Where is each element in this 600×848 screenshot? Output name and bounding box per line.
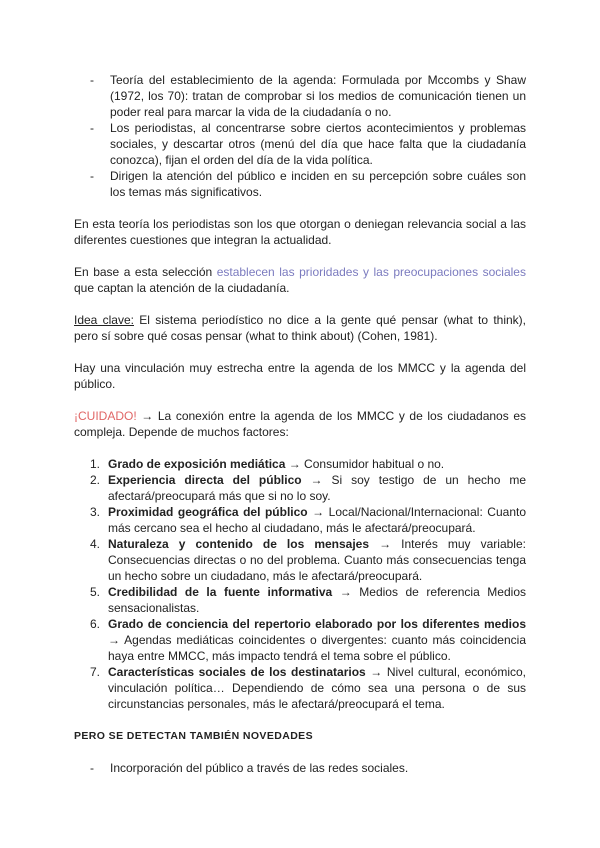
list-item <box>74 760 526 776</box>
paragraph-link: Hay una vinculación muy estrecha entre la agenda de los MMCC y la agenda del público. <box>74 361 526 391</box>
intro-list <box>74 72 526 200</box>
factor-item <box>74 456 526 472</box>
idea-clave-label: Idea clave: <box>74 313 134 327</box>
factor-number: 1. <box>90 457 101 471</box>
warning-text: → La conexión entre la agenda de los MMCC y de los ciudadanos es compleja. Depende de muchos factores: <box>74 409 526 439</box>
section-heading: PERO SE DETECTAN TAMBIÉN NOVEDADES <box>74 730 313 742</box>
factor-number: 6. <box>90 617 101 631</box>
list-item <box>74 72 526 120</box>
factor-number: 5. <box>90 585 101 599</box>
list-item-text: Incorporación del público a través de las redes sociales. <box>110 761 409 775</box>
paragraph-idea-clave <box>74 312 526 344</box>
factor-term: Grado de conciencia del repertorio elaborado por los diferentes medios <box>108 617 526 631</box>
paragraph-selection <box>74 264 526 296</box>
factor-item <box>74 664 526 712</box>
factor-term: Proximidad geográfica del público <box>108 505 308 519</box>
paragraph-warning <box>74 408 526 440</box>
list-item-text: Dirigen la atención del público e inciden en su percepción sobre cuáles son los temas más significativos. <box>110 169 526 199</box>
list-item <box>74 120 526 168</box>
factor-item <box>74 584 526 616</box>
factor-number: 3. <box>90 505 101 519</box>
factor-desc: → Interés muy variable: Consecuencias directas o no del problema. Cuanto más consecuencias tenga un hecho sobre un ciudadano, más le afectará/preocupará. <box>108 537 526 583</box>
list-item <box>74 168 526 200</box>
dash-marker: - <box>90 169 94 183</box>
selection-after: que captan la atención de la ciudadanía. <box>74 281 290 295</box>
idea-clave-text: El sistema periodístico no dice a la gente qué pensar (what to think), pero sí sobre qué cosas pensar (what to think about) (Cohen, 1981). <box>74 313 526 343</box>
factor-number: 2. <box>90 473 101 487</box>
paragraph-theory: En esta teoría los periodistas son los que otorgan o deniegan relevancia social a las diferentes cuestiones que integran la actualidad. <box>74 217 526 247</box>
factor-desc: → Nivel cultural, económico, vinculación política… Dependiendo de cómo sea una persona o de sus circunstancias personales, más le afectará/preocupará el tema. <box>108 665 526 711</box>
factor-desc: → Medios de referencia Medios sensacionalistas. <box>108 585 526 615</box>
factor-term: Grado de exposición mediática <box>108 457 286 471</box>
selection-highlight: establecen las prioridades y las preocupaciones sociales <box>216 265 526 279</box>
factor-term: Credibilidad de la fuente informativa <box>108 585 333 599</box>
factor-desc: → Consumidor habitual o no. <box>285 457 445 471</box>
selection-before: En base a esta selección <box>74 265 217 279</box>
factor-desc: → Agendas mediáticas coincidentes o divergentes: cuanto más coincidencia haya entre MMCC, más impacto tendrá el tema sobre el público. <box>108 633 526 663</box>
factor-term: Naturaleza y contenido de los mensajes <box>108 537 370 551</box>
warning-label: ¡CUIDADO! <box>74 409 137 423</box>
factors-list <box>74 456 526 712</box>
dash-marker: - <box>90 121 94 135</box>
factor-item <box>74 472 526 504</box>
factor-desc: → Si soy testigo de un hecho me afectará/preocupará más que si no lo soy. <box>108 473 526 503</box>
factor-item <box>74 504 526 536</box>
factor-item <box>74 536 526 584</box>
list-item-text: Los periodistas, al concentrarse sobre ciertos acontecimientos y problemas sociales, y descartar otros (menú del día que hace falta que la ciudadanía conozca), fijan el orden del día de la vida política. <box>110 121 526 167</box>
factor-desc: → Local/Nacional/Internacional: Cuanto más cercano sea el hecho al ciudadano, más le afectará/preocupará. <box>108 505 526 535</box>
factor-number: 7. <box>90 665 101 679</box>
factor-item <box>74 616 526 664</box>
novelties-list <box>74 760 526 776</box>
factor-term: Experiencia directa del público <box>108 473 302 487</box>
dash-marker: - <box>90 761 94 775</box>
list-item-text: Teoría del establecimiento de la agenda: Formulada por Mccombs y Shaw (1972, los 70): tratan de comprobar si los medios de comunicación tienen un poder real para marcar la vida de la ciudadanía o no. <box>110 73 526 119</box>
dash-marker: - <box>90 73 94 87</box>
factor-term: Características sociales de los destinatarios <box>108 665 366 679</box>
document-page <box>74 72 526 776</box>
factor-number: 4. <box>90 537 101 551</box>
